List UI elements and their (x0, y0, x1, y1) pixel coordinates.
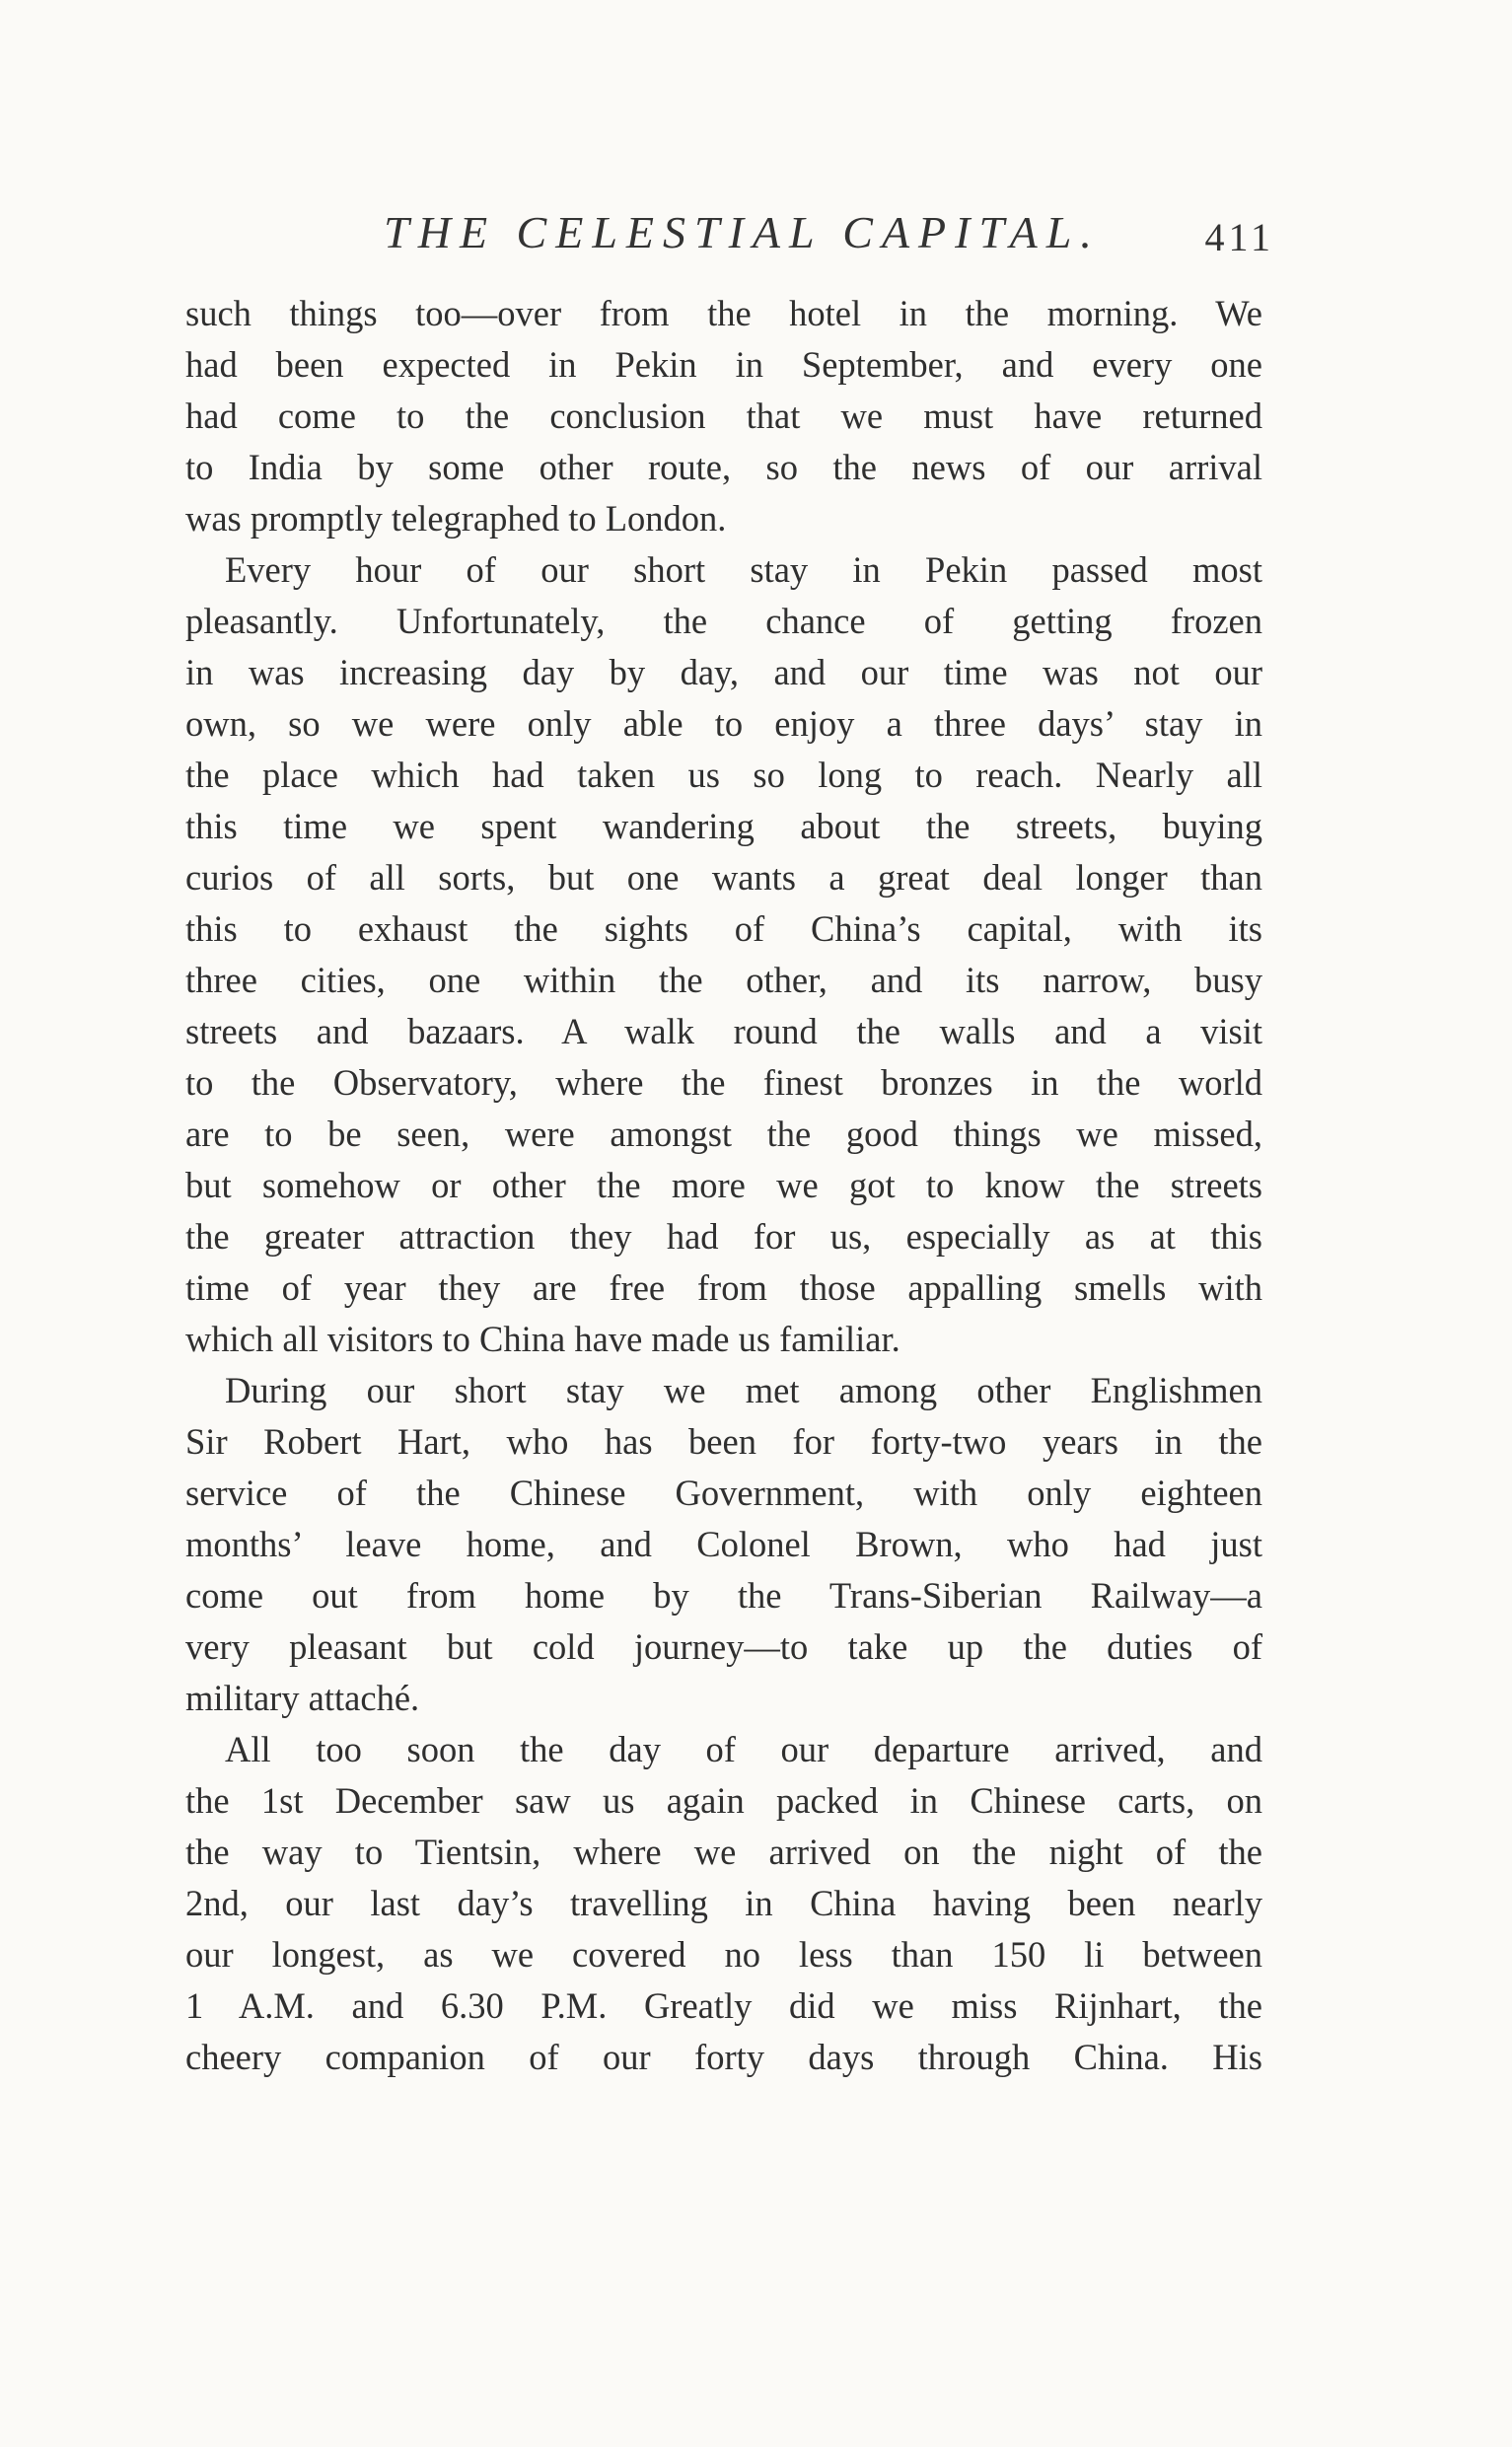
text-line: come out from home by the Trans-Siberian Railway—a (185, 1575, 1262, 1616)
text-line: the way to Tientsin, where we arrived on the night of the (185, 1832, 1262, 1872)
text-line: months’ leave home, and Colonel Brown, who had just (185, 1524, 1262, 1564)
text-line: three cities, one within the other, and its narrow, busy (185, 960, 1262, 1000)
text-line: time of year they are free from those appalling smells with (185, 1267, 1262, 1308)
text-line: had been expected in Pekin in September, and every one (185, 344, 1262, 385)
text-line: in was increasing day by day, and our time was not our (185, 652, 1262, 692)
body-text (185, 288, 1262, 2261)
text-line: 1 A.M. and 6.30 P.M. Greatly did we miss Rijnhart, the (185, 1985, 1262, 2026)
text-line: the greater attraction they had for us, especially as at this (185, 1216, 1262, 1257)
text-line: 2nd, our last day’s travelling in China having been nearly (185, 1883, 1262, 1923)
text-line: was promptly telegraphed to London. (185, 498, 727, 539)
text-line: curios of all sorts, but one wants a great deal longer than (185, 857, 1262, 898)
text-line: the 1st December saw us again packed in Chinese carts, on (185, 1780, 1262, 1821)
running-head (202, 203, 1282, 262)
text-line: pleasantly. Unfortunately, the chance of getting frozen (185, 601, 1262, 641)
text-line: Every hour of our short stay in Pekin passed most (225, 549, 1262, 590)
text-line: Sir Robert Hart, who has been for forty-two years in the (185, 1421, 1262, 1462)
text-line: our longest, as we covered no less than 150 li between (185, 1934, 1262, 1975)
running-title: THE CELESTIAL CAPITAL. (384, 207, 1101, 257)
text-line: During our short stay we met among other Englishmen (225, 1370, 1262, 1410)
text-line: All too soon the day of our departure arrived, and (225, 1729, 1262, 1769)
text-line: very pleasant but cold journey—to take up the duties of (185, 1626, 1262, 1667)
page-number: 411 (1204, 215, 1274, 259)
text-line: cheery companion of our forty days through China. His (185, 2037, 1262, 2077)
text-line: streets and bazaars. A walk round the walls and a visit (185, 1011, 1262, 1051)
text-line: are to be seen, were amongst the good things we missed, (185, 1114, 1262, 1154)
text-line: to the Observatory, where the finest bronzes in the world (185, 1062, 1262, 1103)
text-line: but somehow or other the more we got to know the streets (185, 1165, 1262, 1205)
text-line: the place which had taken us so long to reach. Nearly all (185, 755, 1262, 795)
text-line: this time we spent wandering about the streets, buying (185, 806, 1262, 846)
text-line: had come to the conclusion that we must have returned (185, 396, 1262, 436)
text-line: to India by some other route, so the news of our arrival (185, 447, 1262, 487)
text-line: military attaché. (185, 1678, 420, 1718)
text-line: service of the Chinese Government, with only eighteen (185, 1473, 1262, 1513)
text-line: own, so we were only able to enjoy a three days’ stay in (185, 703, 1262, 744)
text-line: which all visitors to China have made us familiar. (185, 1319, 900, 1359)
text-line: such things too—over from the hotel in the morning. We (185, 293, 1262, 333)
text-line: this to exhaust the sights of China’s capital, with its (185, 908, 1262, 949)
